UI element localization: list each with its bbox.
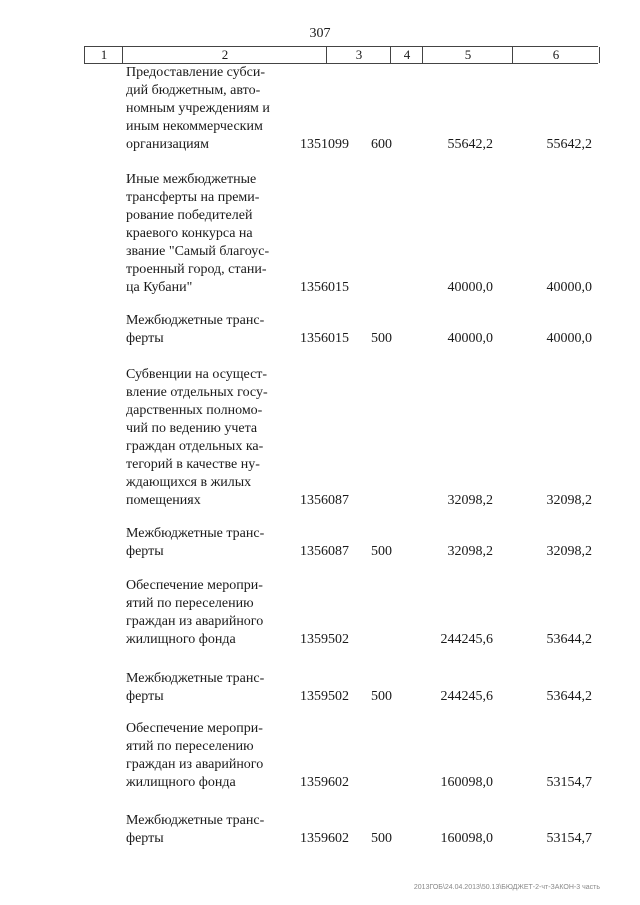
row-code: 1359502 xyxy=(300,689,349,704)
row-name-line: жилищного фонда xyxy=(126,632,236,647)
row-name-line: ферты xyxy=(126,831,164,846)
row-sum-2: 40000,0 xyxy=(546,331,592,346)
row-name-line: дарственных полномо- xyxy=(126,403,263,418)
row-type: 500 xyxy=(371,544,392,559)
row-name-line: трансферты на преми- xyxy=(126,190,260,205)
row-sum-2: 53644,2 xyxy=(546,689,592,704)
row-sum-2: 53644,2 xyxy=(546,632,592,647)
row-name-line: тегорий в качестве ну- xyxy=(126,457,260,472)
row-sum-2: 55642,2 xyxy=(546,137,592,152)
row-name-line: вление отдельных госу- xyxy=(126,385,268,400)
row-name-line: помещениях xyxy=(126,493,201,508)
row-name xyxy=(126,312,282,348)
header-col-1: 1 xyxy=(84,47,123,63)
row-name xyxy=(126,720,282,792)
row-name-line: звание "Самый благоус- xyxy=(126,244,270,259)
row-name-line: граждан из аварийного xyxy=(126,614,264,629)
row-name xyxy=(126,525,282,561)
row-name xyxy=(126,171,282,297)
row-name xyxy=(126,670,282,706)
row-type: 600 xyxy=(371,137,392,152)
row-sum-1: 32098,2 xyxy=(447,493,493,508)
row-name-line: иным некоммерческим xyxy=(126,119,263,134)
row-sum-1: 244245,6 xyxy=(440,689,493,704)
row-sum-1: 244245,6 xyxy=(440,632,493,647)
row-sum-2: 53154,7 xyxy=(546,831,592,846)
header-col-5: 5 xyxy=(422,47,513,63)
row-sum-2: 32098,2 xyxy=(546,544,592,559)
header-col-4: 4 xyxy=(390,47,423,63)
row-sum-2: 53154,7 xyxy=(546,775,592,790)
row-name-line: чий по ведению учета xyxy=(126,421,258,436)
header-col-3: 3 xyxy=(326,47,391,63)
row-code: 1359602 xyxy=(300,831,349,846)
row-type: 500 xyxy=(371,831,392,846)
row-sum-1: 40000,0 xyxy=(447,280,493,295)
row-name-line: Иные межбюджетные xyxy=(126,172,257,187)
row-name-line: ферты xyxy=(126,331,164,346)
row-type: 500 xyxy=(371,331,392,346)
row-name-line: троенный город, стани- xyxy=(126,262,267,277)
row-name xyxy=(126,366,282,510)
row-name-line: рование победителей xyxy=(126,208,253,223)
row-name-line: граждан из аварийного xyxy=(126,757,264,772)
row-name-line: ждающихся в жилых xyxy=(126,475,252,490)
row-code: 1356087 xyxy=(300,493,349,508)
row-name xyxy=(126,64,282,154)
row-code: 1351099 xyxy=(300,137,349,152)
row-name-line: ферты xyxy=(126,689,164,704)
row-code: 1356087 xyxy=(300,544,349,559)
table-header xyxy=(84,46,598,64)
row-name xyxy=(126,577,282,649)
row-name-line: дий бюджетным, авто- xyxy=(126,83,261,98)
page-number: 307 xyxy=(309,26,331,41)
row-code: 1359502 xyxy=(300,632,349,647)
row-type: 500 xyxy=(371,689,392,704)
row-code: 1356015 xyxy=(300,331,349,346)
row-name-line: ятий по переселению xyxy=(126,739,254,754)
row-sum-1: 40000,0 xyxy=(447,331,493,346)
row-sum-1: 32098,2 xyxy=(447,544,493,559)
row-name-line: Межбюджетные транс- xyxy=(126,671,265,686)
row-name-line: Межбюджетные транс- xyxy=(126,813,265,828)
row-name-line: Обеспечение меропри- xyxy=(126,578,263,593)
row-sum-1: 160098,0 xyxy=(440,831,493,846)
row-name-line: Предоставление субси- xyxy=(126,65,265,80)
header-col-6: 6 xyxy=(512,47,600,63)
row-sum-1: 160098,0 xyxy=(440,775,493,790)
row-name-line: граждан отдельных ка- xyxy=(126,439,264,454)
footer-note: 2013ГОБ\24.04.2013\50.13\БЮДЖЕТ-2-чт-ЗАКОН-3 часть xyxy=(413,884,600,891)
row-name-line: жилищного фонда xyxy=(126,775,236,790)
row-name-line: ятий по переселению xyxy=(126,596,254,611)
row-name-line: Межбюджетные транс- xyxy=(126,526,265,541)
row-name-line: ца Кубани" xyxy=(126,280,193,295)
row-name-line: Межбюджетные транс- xyxy=(126,313,265,328)
row-name xyxy=(126,812,282,848)
row-code: 1359602 xyxy=(300,775,349,790)
row-sum-2: 40000,0 xyxy=(546,280,592,295)
row-name-line: номным учреждениям и xyxy=(126,101,270,116)
row-name-line: Субвенции на осущест- xyxy=(126,367,268,382)
row-sum-1: 55642,2 xyxy=(447,137,493,152)
row-name-line: ферты xyxy=(126,544,164,559)
row-name-line: организациям xyxy=(126,137,209,152)
row-name-line: Обеспечение меропри- xyxy=(126,721,263,736)
row-code: 1356015 xyxy=(300,280,349,295)
row-sum-2: 32098,2 xyxy=(546,493,592,508)
header-col-2: 2 xyxy=(122,47,327,63)
row-name-line: краевого конкурса на xyxy=(126,226,253,241)
